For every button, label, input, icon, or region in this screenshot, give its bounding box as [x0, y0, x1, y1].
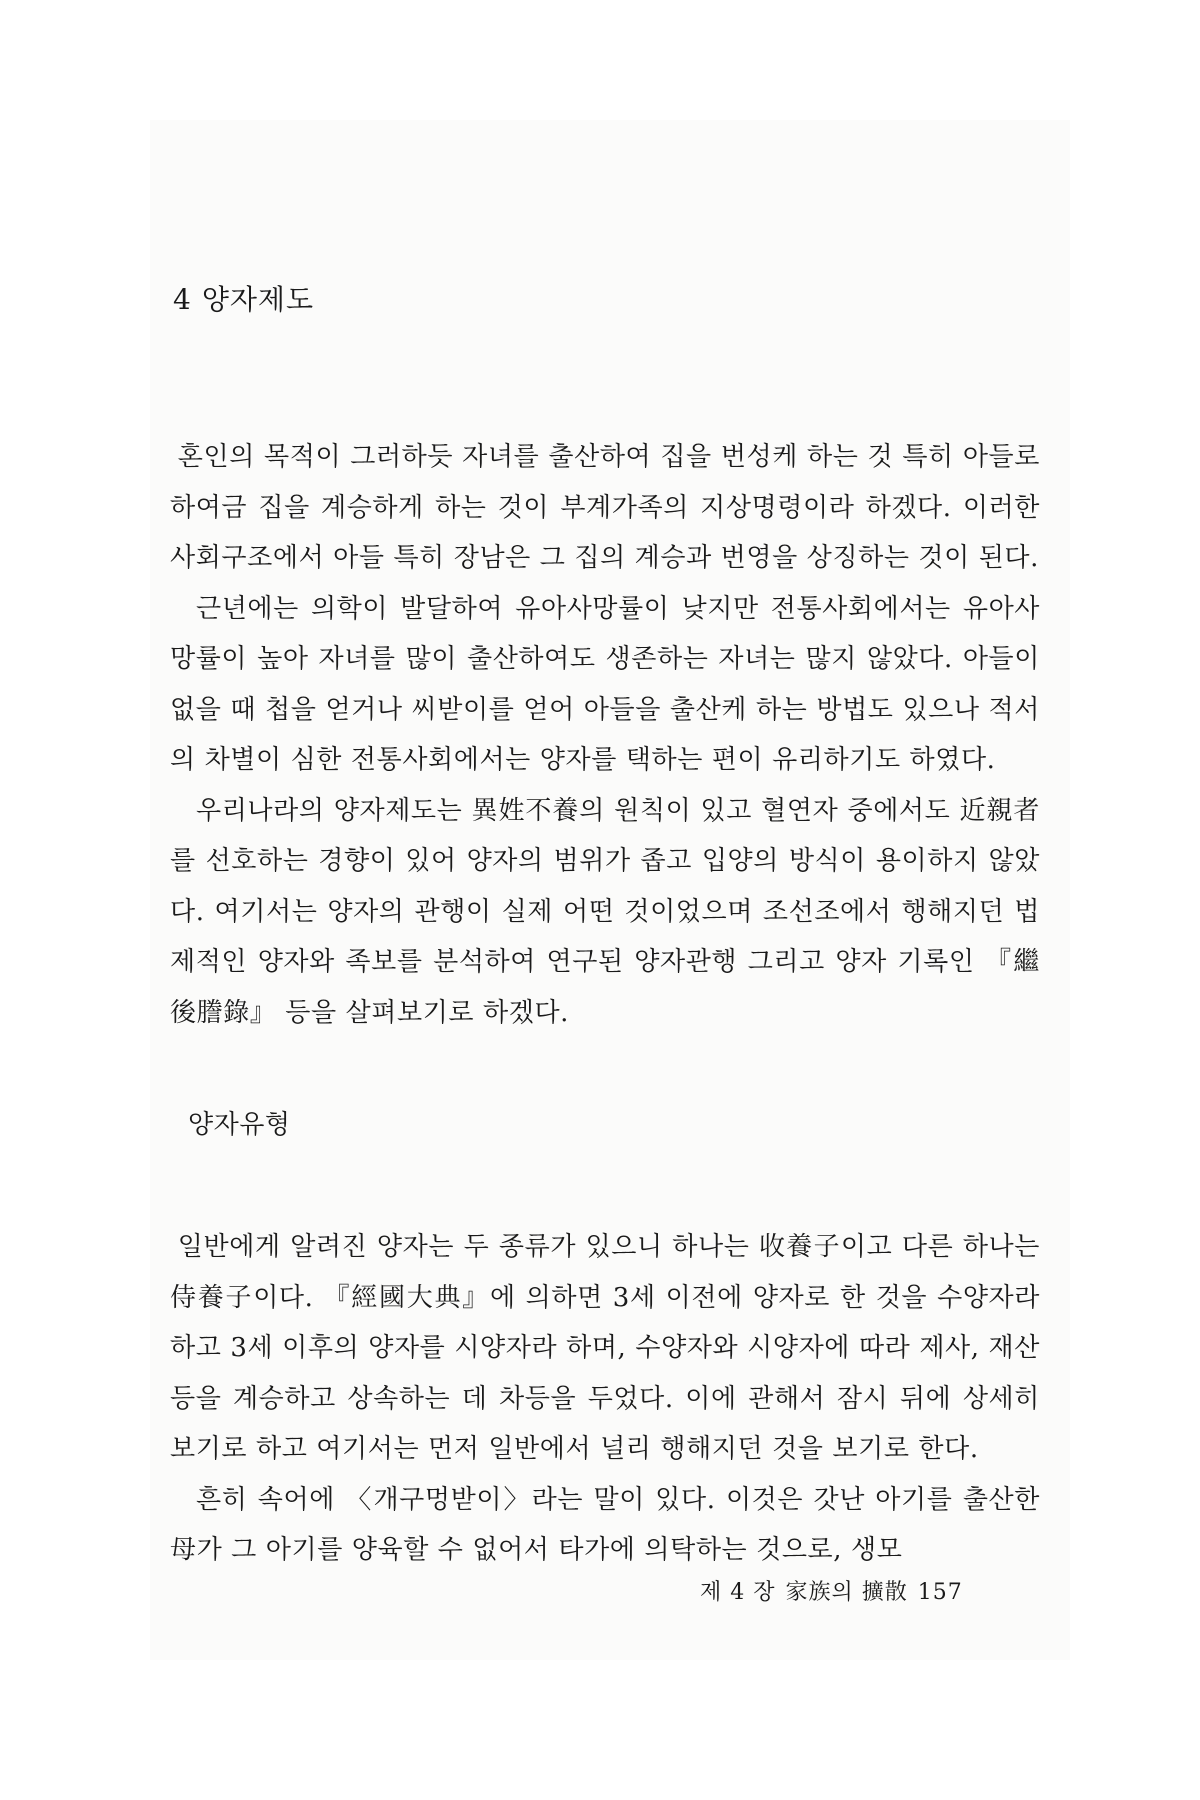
- paragraph: 우리나라의 양자제도는 異姓不養의 원칙이 있고 혈연자 중에서도 近親者를 선호하는 경향이 있어 양자의 범위가 좁고 입양의 방식이 용이하지 않았다. 여기서는 양자의 관행이 실제 어떤 것이었으며 조선조에서 행해지던 법제적인 양자와 족보를 분석하여 연구된 양자관행 그리고 양자 기록인 『繼後謄錄』 등을 살펴보기로 하겠다.: [170, 795, 1040, 1028]
- section-number: 4: [173, 283, 192, 316]
- paragraph: 일반에게 알려진 양자는 두 종류가 있으니 하나는 收養子이고 다른 하나는 侍養子이다. 『經國大典』에 의하면 3세 이전에 양자로 한 것을 수양자라 하고 3세 이후의 양자를 시양자라 하며, 수양자와 시양자에 따라 제사, 재산 등을 계승하고 상속하는 데 차등을 두었다. 이에 관해서 잠시 뒤에 상세히 보기로 하고 여기서는 먼저 일반에서 널리 행해지던 것을 보기로 한다.: [170, 1232, 1040, 1464]
- chapter-title: 家族의 擴散: [785, 1580, 908, 1605]
- subsection-text-block: [170, 1222, 1040, 1576]
- section-heading: [173, 282, 314, 318]
- page-number: 157: [917, 1580, 963, 1605]
- page-footer: [700, 1578, 973, 1608]
- subsection-heading: 양자유형: [188, 1110, 291, 1140]
- paragraph: 흔히 속어에 〈개구멍받이〉라는 말이 있다. 이것은 갓난 아기를 출산한 母가 그 아기를 양육할 수 없어서 타가에 의탁하는 것으로, 생모: [170, 1484, 1040, 1565]
- section-title: 양자제도: [201, 283, 315, 316]
- paragraph: 근년에는 의학이 발달하여 유아사망률이 낮지만 전통사회에서는 유아사망률이 높아 자녀를 많이 출산하여도 생존하는 자녀는 많지 않았다. 아들이 없을 때 첩을 얻거나 씨받이를 얻어 아들을 출산케 하는 방법도 있으나 적서의 차별이 심한 전통사회에서는 양자를 택하는 편이 유리하기도 하였다.: [170, 593, 1040, 775]
- chapter-label: 제 4 장: [700, 1580, 776, 1605]
- paragraph: 혼인의 목적이 그러하듯 자녀를 출산하여 집을 번성케 하는 것 특히 아들로 하여금 집을 계승하게 하는 것이 부계가족의 지상명령이라 하겠다. 이러한 사회구조에서 아들 특히 장남은 그 집의 계승과 번영을 상징하는 것이 된다.: [170, 442, 1040, 573]
- intro-text-block: [170, 432, 1040, 1038]
